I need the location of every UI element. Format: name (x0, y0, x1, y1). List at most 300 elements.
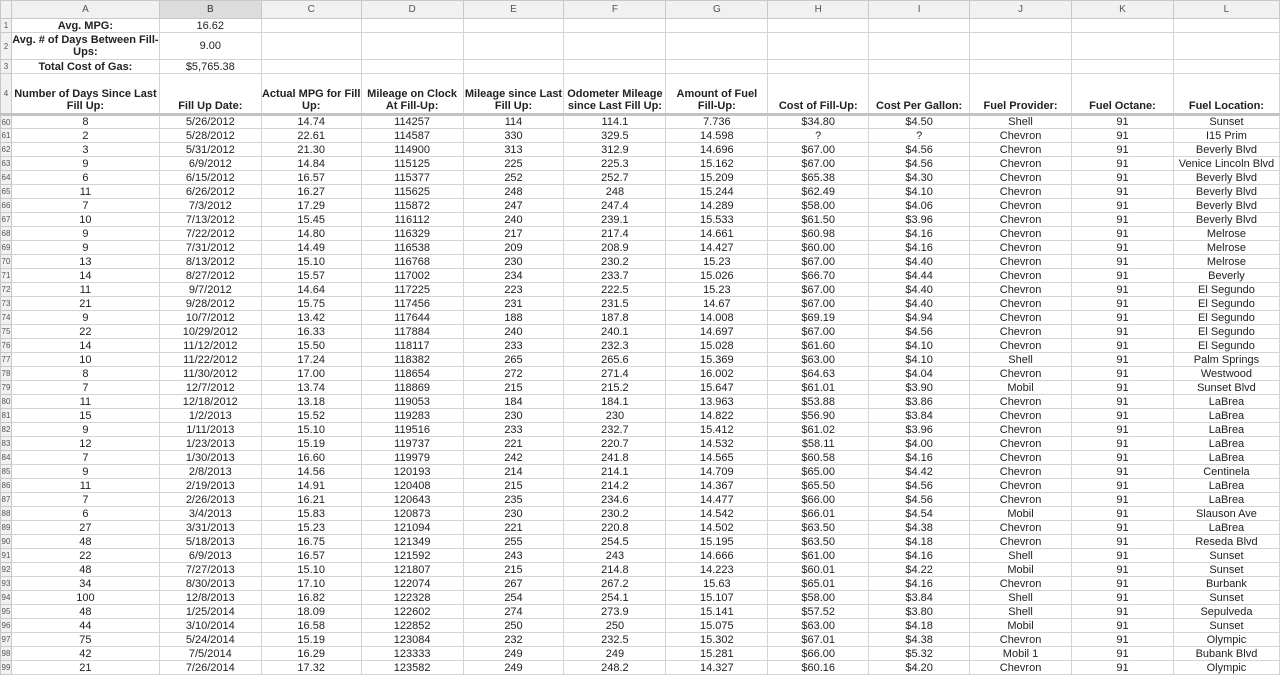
data-cell[interactable]: 44 (11, 619, 159, 633)
data-cell[interactable]: Chevron (970, 577, 1072, 591)
data-cell[interactable]: $63.50 (768, 521, 869, 535)
data-cell[interactable]: LaBrea (1173, 521, 1279, 535)
data-cell[interactable]: $61.50 (768, 213, 869, 227)
column-header-e[interactable]: E (463, 1, 564, 19)
data-cell[interactable]: 1/11/2013 (159, 423, 261, 437)
data-cell[interactable]: 122074 (361, 577, 463, 591)
data-cell[interactable]: 91 (1072, 297, 1174, 311)
data-cell[interactable]: 15.23 (666, 283, 768, 297)
data-cell[interactable]: Centinela (1173, 465, 1279, 479)
row-header[interactable]: 65 (1, 185, 12, 199)
data-cell[interactable]: $5.32 (869, 647, 970, 661)
data-cell[interactable]: 221 (463, 437, 564, 451)
row-header[interactable]: 3 (1, 60, 12, 74)
data-cell[interactable]: 243 (564, 549, 666, 563)
empty-cell[interactable] (261, 60, 361, 74)
row-header[interactable]: 89 (1, 521, 12, 535)
data-cell[interactable]: 11/12/2012 (159, 339, 261, 353)
data-cell[interactable]: $3.96 (869, 423, 970, 437)
data-cell[interactable]: 15.19 (261, 437, 361, 451)
row-header[interactable]: 87 (1, 493, 12, 507)
data-cell[interactable]: 241.8 (564, 451, 666, 465)
data-cell[interactable]: 254 (463, 591, 564, 605)
data-cell[interactable]: 123582 (361, 661, 463, 675)
data-cell[interactable]: 6 (11, 507, 159, 521)
data-cell[interactable]: 9 (11, 241, 159, 255)
row-header[interactable]: 94 (1, 591, 12, 605)
column-header-j[interactable]: J (970, 1, 1072, 19)
data-cell[interactable]: 114900 (361, 143, 463, 157)
data-cell[interactable]: 91 (1072, 437, 1174, 451)
data-cell[interactable]: ? (869, 129, 970, 143)
data-cell[interactable]: 48 (11, 605, 159, 619)
data-cell[interactable]: ? (768, 129, 869, 143)
data-cell[interactable]: $67.01 (768, 633, 869, 647)
row-header[interactable]: 85 (1, 465, 12, 479)
data-cell[interactable]: 14.008 (666, 311, 768, 325)
summary-label[interactable]: Avg. MPG: (11, 19, 159, 33)
data-cell[interactable]: 91 (1072, 367, 1174, 381)
data-cell[interactable]: $3.80 (869, 605, 970, 619)
data-cell[interactable]: Sunset (1173, 115, 1279, 129)
data-cell[interactable]: 119737 (361, 437, 463, 451)
data-cell[interactable]: 3/4/2013 (159, 507, 261, 521)
data-cell[interactable]: 330 (463, 129, 564, 143)
row-header[interactable]: 80 (1, 395, 12, 409)
data-cell[interactable]: 7/5/2014 (159, 647, 261, 661)
data-cell[interactable]: $3.84 (869, 409, 970, 423)
data-cell[interactable]: 91 (1072, 171, 1174, 185)
data-cell[interactable]: Mobil (970, 619, 1072, 633)
row-header[interactable]: 63 (1, 157, 12, 171)
data-cell[interactable]: 91 (1072, 157, 1174, 171)
data-cell[interactable]: 14.64 (261, 283, 361, 297)
row-header[interactable]: 2 (1, 33, 12, 60)
data-cell[interactable]: 17.10 (261, 577, 361, 591)
data-cell[interactable]: 12/7/2012 (159, 381, 261, 395)
data-cell[interactable]: 230 (564, 409, 666, 423)
row-header[interactable]: 76 (1, 339, 12, 353)
row-header[interactable]: 92 (1, 563, 12, 577)
column-title[interactable]: Number of Days Since Last Fill Up: (11, 74, 159, 115)
empty-cell[interactable] (869, 60, 970, 74)
empty-cell[interactable] (261, 19, 361, 33)
data-cell[interactable]: 2/8/2013 (159, 465, 261, 479)
empty-cell[interactable] (1072, 33, 1174, 60)
data-cell[interactable]: 247 (463, 199, 564, 213)
data-cell[interactable]: 12/8/2013 (159, 591, 261, 605)
row-header[interactable]: 90 (1, 535, 12, 549)
data-cell[interactable]: 117002 (361, 269, 463, 283)
data-cell[interactable]: 15.75 (261, 297, 361, 311)
data-cell[interactable]: $67.00 (768, 325, 869, 339)
data-cell[interactable]: 10/29/2012 (159, 325, 261, 339)
data-cell[interactable]: 114257 (361, 115, 463, 129)
row-header[interactable]: 72 (1, 283, 12, 297)
data-cell[interactable]: 5/31/2012 (159, 143, 261, 157)
data-cell[interactable]: 114 (463, 115, 564, 129)
data-cell[interactable]: 15.075 (666, 619, 768, 633)
data-cell[interactable]: 230 (463, 409, 564, 423)
data-cell[interactable]: 16.60 (261, 451, 361, 465)
data-cell[interactable]: 91 (1072, 423, 1174, 437)
data-cell[interactable]: 22 (11, 549, 159, 563)
data-cell[interactable]: 91 (1072, 381, 1174, 395)
data-cell[interactable]: 18.09 (261, 605, 361, 619)
data-cell[interactable]: 230.2 (564, 507, 666, 521)
data-cell[interactable]: 271.4 (564, 367, 666, 381)
row-header[interactable]: 93 (1, 577, 12, 591)
data-cell[interactable]: 13 (11, 255, 159, 269)
summary-label[interactable]: Avg. # of Days Between Fill-Ups: (12, 34, 159, 58)
data-cell[interactable]: 119283 (361, 409, 463, 423)
data-cell[interactable]: I15 Prim (1173, 129, 1279, 143)
data-cell[interactable]: 15 (11, 409, 159, 423)
data-cell[interactable]: Chevron (970, 423, 1072, 437)
data-cell[interactable]: $67.00 (768, 297, 869, 311)
data-cell[interactable]: 247.4 (564, 199, 666, 213)
row-header[interactable]: 88 (1, 507, 12, 521)
data-cell[interactable]: 11 (11, 283, 159, 297)
row-header[interactable]: 71 (1, 269, 12, 283)
data-cell[interactable]: 121094 (361, 521, 463, 535)
data-cell[interactable]: 11/30/2012 (159, 367, 261, 381)
data-cell[interactable]: Chevron (970, 129, 1072, 143)
data-cell[interactable]: 220.8 (564, 521, 666, 535)
data-cell[interactable]: 7 (11, 199, 159, 213)
data-cell[interactable]: 225.3 (564, 157, 666, 171)
data-cell[interactable]: 3/10/2014 (159, 619, 261, 633)
data-cell[interactable]: Chevron (970, 283, 1072, 297)
data-cell[interactable]: $3.90 (869, 381, 970, 395)
data-cell[interactable]: 14.822 (666, 409, 768, 423)
data-cell[interactable]: 34 (11, 577, 159, 591)
data-cell[interactable]: 17.24 (261, 353, 361, 367)
data-cell[interactable]: 120193 (361, 465, 463, 479)
data-cell[interactable]: 14.327 (666, 661, 768, 675)
data-cell[interactable]: 117644 (361, 311, 463, 325)
data-cell[interactable]: 8/30/2013 (159, 577, 261, 591)
data-cell[interactable]: 123084 (361, 633, 463, 647)
row-header[interactable]: 73 (1, 297, 12, 311)
empty-cell[interactable] (869, 33, 970, 60)
data-cell[interactable]: 240.1 (564, 325, 666, 339)
data-cell[interactable]: 254.1 (564, 591, 666, 605)
data-cell[interactable]: 91 (1072, 143, 1174, 157)
data-cell[interactable]: 17.32 (261, 661, 361, 675)
data-cell[interactable]: 12 (11, 437, 159, 451)
row-header[interactable]: 82 (1, 423, 12, 437)
data-cell[interactable]: Chevron (970, 213, 1072, 227)
data-cell[interactable]: Mobil 1 (970, 647, 1072, 661)
data-cell[interactable]: 116329 (361, 227, 463, 241)
data-cell[interactable]: $4.54 (869, 507, 970, 521)
column-title[interactable]: Mileage on Clock At Fill-Up: (361, 74, 463, 115)
data-cell[interactable]: 2 (11, 129, 159, 143)
data-cell[interactable]: $4.00 (869, 437, 970, 451)
data-cell[interactable]: 122852 (361, 619, 463, 633)
column-title[interactable]: Fuel Octane: (1072, 74, 1174, 115)
data-cell[interactable]: Chevron (970, 661, 1072, 675)
data-cell[interactable]: 6/15/2012 (159, 171, 261, 185)
data-cell[interactable]: 10 (11, 353, 159, 367)
data-cell[interactable]: Chevron (970, 409, 1072, 423)
data-cell[interactable]: 5/26/2012 (159, 115, 261, 129)
data-cell[interactable]: 15.107 (666, 591, 768, 605)
column-header-i[interactable]: I (869, 1, 970, 19)
empty-cell[interactable] (970, 60, 1072, 74)
data-cell[interactable]: Sunset (1173, 563, 1279, 577)
data-cell[interactable]: 1/2/2013 (159, 409, 261, 423)
data-cell[interactable]: $63.00 (768, 619, 869, 633)
data-cell[interactable]: 7/3/2012 (159, 199, 261, 213)
data-cell[interactable]: 14.56 (261, 465, 361, 479)
data-cell[interactable]: Chevron (970, 465, 1072, 479)
data-cell[interactable]: Mobil (970, 507, 1072, 521)
data-cell[interactable]: $58.00 (768, 199, 869, 213)
data-cell[interactable]: Chevron (970, 367, 1072, 381)
data-cell[interactable]: LaBrea (1173, 395, 1279, 409)
data-cell[interactable]: 6/26/2012 (159, 185, 261, 199)
data-cell[interactable]: 248 (463, 185, 564, 199)
data-cell[interactable]: Chevron (970, 395, 1072, 409)
data-cell[interactable]: 91 (1072, 647, 1174, 661)
data-cell[interactable]: 230.2 (564, 255, 666, 269)
data-cell[interactable]: 230 (463, 255, 564, 269)
data-cell[interactable]: Chevron (970, 633, 1072, 647)
data-cell[interactable]: 119979 (361, 451, 463, 465)
data-cell[interactable]: $4.10 (869, 185, 970, 199)
data-cell[interactable]: 9 (11, 227, 159, 241)
data-cell[interactable]: 11/22/2012 (159, 353, 261, 367)
row-header[interactable]: 79 (1, 381, 12, 395)
data-cell[interactable]: 222.5 (564, 283, 666, 297)
data-cell[interactable]: $65.38 (768, 171, 869, 185)
data-cell[interactable]: Beverly Blvd (1173, 171, 1279, 185)
data-cell[interactable]: 14.367 (666, 479, 768, 493)
data-cell[interactable]: 15.52 (261, 409, 361, 423)
data-cell[interactable]: 118117 (361, 339, 463, 353)
data-cell[interactable]: 100 (11, 591, 159, 605)
data-cell[interactable]: 8/27/2012 (159, 269, 261, 283)
empty-cell[interactable] (564, 60, 666, 74)
data-cell[interactable]: 3 (11, 143, 159, 157)
row-header[interactable]: 99 (1, 661, 12, 675)
data-cell[interactable]: 9 (11, 465, 159, 479)
data-cell[interactable]: 14 (11, 269, 159, 283)
data-cell[interactable]: Chevron (970, 171, 1072, 185)
row-header[interactable]: 64 (1, 171, 12, 185)
row-header[interactable]: 77 (1, 353, 12, 367)
column-title[interactable]: Actual MPG for Fill Up: (261, 74, 361, 115)
data-cell[interactable]: 91 (1072, 311, 1174, 325)
data-cell[interactable]: 5/28/2012 (159, 129, 261, 143)
data-cell[interactable]: El Segundo (1173, 297, 1279, 311)
data-cell[interactable]: Chevron (970, 199, 1072, 213)
data-cell[interactable]: 187.8 (564, 311, 666, 325)
data-cell[interactable]: 2/26/2013 (159, 493, 261, 507)
data-cell[interactable]: LaBrea (1173, 479, 1279, 493)
data-cell[interactable]: 274 (463, 605, 564, 619)
empty-cell[interactable] (666, 60, 768, 74)
data-cell[interactable]: 119516 (361, 423, 463, 437)
data-cell[interactable]: 215 (463, 479, 564, 493)
data-cell[interactable]: El Segundo (1173, 325, 1279, 339)
data-cell[interactable]: 15.45 (261, 213, 361, 227)
data-cell[interactable]: 312.9 (564, 143, 666, 157)
data-cell[interactable]: $4.94 (869, 311, 970, 325)
data-cell[interactable]: 14.542 (666, 507, 768, 521)
data-cell[interactable]: $67.00 (768, 255, 869, 269)
data-cell[interactable]: 116768 (361, 255, 463, 269)
data-cell[interactable]: 5/18/2013 (159, 535, 261, 549)
data-cell[interactable]: 13.18 (261, 395, 361, 409)
data-cell[interactable]: $62.49 (768, 185, 869, 199)
data-cell[interactable]: 7/31/2012 (159, 241, 261, 255)
data-cell[interactable]: Melrose (1173, 227, 1279, 241)
data-cell[interactable]: Reseda Blvd (1173, 535, 1279, 549)
data-cell[interactable]: $61.01 (768, 381, 869, 395)
data-cell[interactable]: 313 (463, 143, 564, 157)
data-cell[interactable]: 220.7 (564, 437, 666, 451)
data-cell[interactable]: 14.49 (261, 241, 361, 255)
data-cell[interactable]: 215 (463, 563, 564, 577)
data-cell[interactable]: 242 (463, 451, 564, 465)
empty-cell[interactable] (463, 33, 564, 60)
data-cell[interactable]: 15.10 (261, 423, 361, 437)
data-cell[interactable]: 217.4 (564, 227, 666, 241)
data-cell[interactable]: 75 (11, 633, 159, 647)
data-cell[interactable]: $4.16 (869, 227, 970, 241)
data-cell[interactable]: 115625 (361, 185, 463, 199)
data-cell[interactable]: 91 (1072, 451, 1174, 465)
data-cell[interactable]: 250 (463, 619, 564, 633)
data-cell[interactable]: 188 (463, 311, 564, 325)
data-cell[interactable]: 233.7 (564, 269, 666, 283)
data-cell[interactable]: El Segundo (1173, 283, 1279, 297)
column-header-l[interactable]: L (1173, 1, 1279, 19)
data-cell[interactable]: 273.9 (564, 605, 666, 619)
data-cell[interactable]: 13.74 (261, 381, 361, 395)
data-cell[interactable]: 254.5 (564, 535, 666, 549)
data-cell[interactable]: 91 (1072, 521, 1174, 535)
data-cell[interactable]: 116112 (361, 213, 463, 227)
data-cell[interactable]: $61.60 (768, 339, 869, 353)
data-cell[interactable]: 14.661 (666, 227, 768, 241)
data-cell[interactable]: 233 (463, 423, 564, 437)
column-header-f[interactable]: F (564, 1, 666, 19)
data-cell[interactable]: Chevron (970, 297, 1072, 311)
data-cell[interactable]: Melrose (1173, 255, 1279, 269)
data-cell[interactable]: $4.38 (869, 633, 970, 647)
summary-value[interactable]: $5,765.38 (159, 60, 261, 74)
data-cell[interactable]: $60.58 (768, 451, 869, 465)
data-cell[interactable]: 16.33 (261, 325, 361, 339)
data-cell[interactable]: Sunset (1173, 591, 1279, 605)
data-cell[interactable]: 118654 (361, 367, 463, 381)
data-cell[interactable]: 7 (11, 493, 159, 507)
summary-value[interactable]: 16.62 (159, 19, 261, 33)
data-cell[interactable]: $53.88 (768, 395, 869, 409)
data-cell[interactable]: 91 (1072, 619, 1174, 633)
row-header[interactable]: 96 (1, 619, 12, 633)
data-cell[interactable]: 240 (463, 325, 564, 339)
column-header-g[interactable]: G (666, 1, 768, 19)
data-cell[interactable]: 16.002 (666, 367, 768, 381)
data-cell[interactable]: 15.412 (666, 423, 768, 437)
empty-cell[interactable] (463, 19, 564, 33)
data-cell[interactable]: 91 (1072, 465, 1174, 479)
empty-cell[interactable] (768, 33, 869, 60)
data-cell[interactable]: 214.2 (564, 479, 666, 493)
data-cell[interactable]: 11 (11, 479, 159, 493)
data-cell[interactable]: 14.67 (666, 297, 768, 311)
data-cell[interactable]: 91 (1072, 535, 1174, 549)
data-cell[interactable]: $4.56 (869, 143, 970, 157)
data-cell[interactable]: 14.289 (666, 199, 768, 213)
data-cell[interactable]: 6/9/2013 (159, 549, 261, 563)
row-header[interactable]: 75 (1, 325, 12, 339)
data-cell[interactable]: 16.21 (261, 493, 361, 507)
data-cell[interactable]: 91 (1072, 227, 1174, 241)
data-cell[interactable]: $4.16 (869, 241, 970, 255)
data-cell[interactable]: 15.209 (666, 171, 768, 185)
data-cell[interactable]: 11 (11, 395, 159, 409)
row-header[interactable]: 78 (1, 367, 12, 381)
data-cell[interactable]: 14.427 (666, 241, 768, 255)
data-cell[interactable]: 121592 (361, 549, 463, 563)
row-header[interactable]: 1 (1, 19, 12, 33)
row-header[interactable]: 60 (1, 115, 12, 129)
data-cell[interactable]: 16.82 (261, 591, 361, 605)
data-cell[interactable]: 7/27/2013 (159, 563, 261, 577)
data-cell[interactable]: $4.10 (869, 353, 970, 367)
data-cell[interactable]: 1/30/2013 (159, 451, 261, 465)
data-cell[interactable]: 91 (1072, 479, 1174, 493)
data-cell[interactable]: 14.532 (666, 437, 768, 451)
data-cell[interactable]: 231 (463, 297, 564, 311)
data-cell[interactable]: 13.42 (261, 311, 361, 325)
data-cell[interactable]: $67.00 (768, 157, 869, 171)
data-cell[interactable]: Sunset Blvd (1173, 381, 1279, 395)
data-cell[interactable]: LaBrea (1173, 437, 1279, 451)
column-title[interactable]: Fuel Provider: (970, 74, 1072, 115)
data-cell[interactable]: 14.84 (261, 157, 361, 171)
row-header[interactable]: 62 (1, 143, 12, 157)
data-cell[interactable]: 3/31/2013 (159, 521, 261, 535)
data-cell[interactable]: 232.5 (564, 633, 666, 647)
data-cell[interactable]: 114.1 (564, 115, 666, 129)
data-cell[interactable]: LaBrea (1173, 451, 1279, 465)
data-cell[interactable]: 214 (463, 465, 564, 479)
data-cell[interactable]: 122602 (361, 605, 463, 619)
data-cell[interactable]: $60.01 (768, 563, 869, 577)
empty-cell[interactable] (261, 33, 361, 60)
data-cell[interactable]: 231.5 (564, 297, 666, 311)
data-cell[interactable]: 233 (463, 339, 564, 353)
data-cell[interactable]: 14.477 (666, 493, 768, 507)
data-cell[interactable]: 15.026 (666, 269, 768, 283)
row-header[interactable]: 70 (1, 255, 12, 269)
data-cell[interactable]: Chevron (970, 493, 1072, 507)
data-cell[interactable]: 265 (463, 353, 564, 367)
data-cell[interactable]: $4.16 (869, 451, 970, 465)
data-cell[interactable]: 21 (11, 661, 159, 675)
data-cell[interactable]: $4.40 (869, 255, 970, 269)
data-cell[interactable]: 223 (463, 283, 564, 297)
data-cell[interactable]: Sunset (1173, 549, 1279, 563)
data-cell[interactable]: Chevron (970, 311, 1072, 325)
